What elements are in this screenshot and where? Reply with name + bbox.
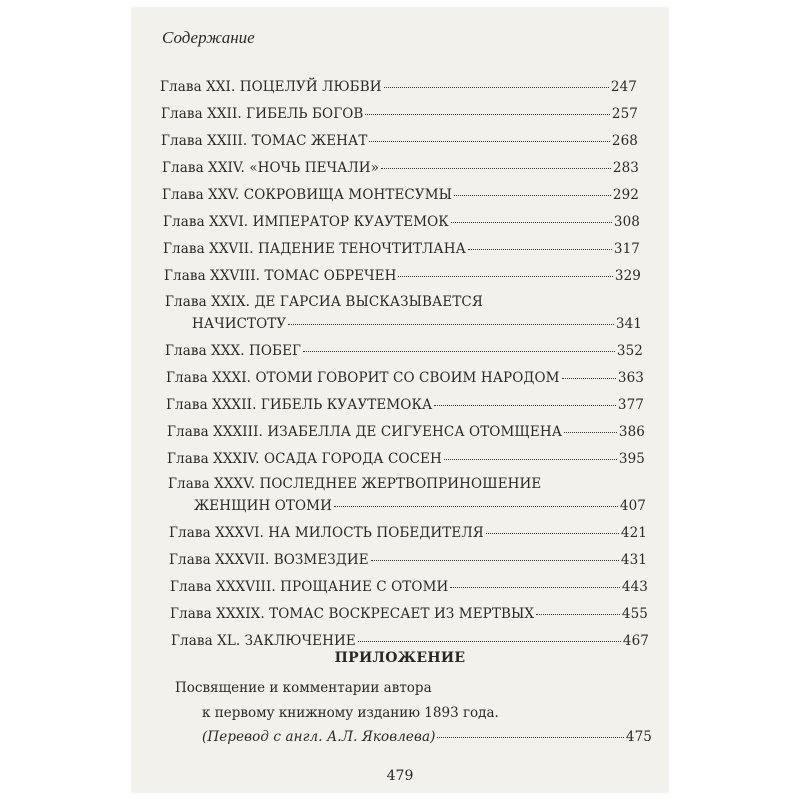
toc-entry-page: 407: [619, 498, 646, 514]
toc-entry-38: [170, 579, 648, 595]
dot-leader: [371, 560, 619, 561]
toc-entry-26: [163, 214, 640, 230]
dot-leader: [334, 506, 618, 507]
appendix-heading: ПРИЛОЖЕНИЕ: [334, 650, 466, 666]
dot-leader: [369, 141, 609, 142]
toc-entry-page: 341: [615, 316, 642, 332]
toc-entry-title: ЖЕНЩИН ОТОМИ: [194, 498, 332, 514]
page-number: 479: [386, 768, 414, 784]
dot-leader: [486, 533, 619, 534]
toc-entry-title: Глава XXVI. ИМПЕРАТОР КУАУТЕМОК: [163, 214, 449, 230]
toc-entry-page: 268: [611, 133, 638, 149]
appendix-line-1: Посвящение и комментарии автора: [175, 680, 432, 696]
toc-entry-21: [160, 79, 637, 95]
toc-entry-title: Глава XXXIV. ОСАДА ГОРОДА СОСЕН: [167, 451, 442, 467]
toc-entry-title: Глава XXI. ПОЦЕЛУЙ ЛЮБВИ: [160, 79, 382, 95]
toc-entry-title: Глава XXII. ГИБЕЛЬ БОГОВ: [161, 106, 364, 122]
toc-entry-33: [167, 424, 645, 440]
toc-entry-24: [162, 160, 639, 176]
toc-entry-page: 455: [621, 606, 648, 622]
dot-leader: [398, 276, 612, 277]
appendix-page: 475: [625, 729, 652, 745]
toc-entry-28: [164, 268, 641, 284]
toc-entry-37: [169, 552, 647, 568]
appendix-entry: [202, 729, 652, 745]
toc-entry-page: 443: [621, 579, 648, 595]
dot-leader: [358, 641, 621, 642]
dot-leader: [564, 432, 617, 433]
toc-entry-page: 363: [617, 370, 644, 386]
toc-entry-page: 421: [620, 525, 647, 541]
toc-entry-35: [168, 476, 646, 514]
toc-entry-36: [169, 525, 647, 541]
dot-leader: [288, 324, 614, 325]
toc-entry-page: 283: [612, 160, 639, 176]
toc-entry-page: 292: [612, 187, 639, 203]
dot-leader: [450, 587, 620, 588]
toc-entry-title: Глава XXXII. ГИБЕЛЬ КУАУТЕМОКА: [166, 397, 433, 413]
toc-entry-page: 247: [610, 79, 637, 95]
toc-entry-27: [163, 241, 640, 257]
appendix-translator-note: (Перевод с англ. А.Л. Яковлева): [202, 729, 436, 745]
toc-entry-title: Глава XXXIX. ТОМАС ВОСКРЕСАЕТ ИЗ МЕРТВЫХ: [170, 606, 535, 622]
toc-entry-title: НАЧИСТОТУ: [192, 316, 287, 332]
toc-entry-page: 467: [622, 633, 649, 649]
toc-entry-page: 257: [611, 106, 638, 122]
toc-entry-title: Глава XXIV. «НОЧЬ ПЕЧАЛИ»: [162, 160, 380, 176]
toc-entry-40: [171, 633, 649, 649]
appendix-line-2: к первому книжному изданию 1893 года.: [202, 705, 499, 721]
toc-entry-page: 308: [613, 214, 640, 230]
book-page: [132, 8, 668, 792]
toc-entry-25: [162, 187, 639, 203]
toc-entry-title: Глава XXX. ПОБЕГ: [165, 343, 302, 359]
running-header: Содержание: [162, 28, 255, 47]
toc-entry-title: Глава XL. ЗАКЛЮЧЕНИЕ: [171, 633, 356, 649]
dot-leader: [437, 737, 623, 738]
toc-entry-title: Глава XXV. СОКРОВИЩА МОНТЕСУМЫ: [162, 187, 453, 203]
dot-leader: [562, 378, 616, 379]
toc-entry-page: 377: [617, 397, 644, 413]
dot-leader: [365, 114, 609, 115]
toc-entry-title: Глава XXXIII. ИЗАБЕЛЛА ДЕ СИГУЕНСА ОТОМЩЕНА: [167, 424, 563, 440]
toc-entry-31: [166, 370, 644, 386]
toc-entry-34: [167, 451, 645, 467]
toc-entry-title: Глава XXXVII. ВОЗМЕЗДИЕ: [169, 552, 369, 568]
toc-entry-23: [161, 133, 638, 149]
toc-entry-32: [166, 397, 644, 413]
toc-entry-page: 386: [618, 424, 645, 440]
dot-leader: [536, 614, 620, 615]
toc-entry-title-line1: Глава XXIX. ДЕ ГАРСИА ВЫСКАЗЫВАЕТСЯ: [165, 294, 483, 310]
dot-leader: [434, 405, 616, 406]
toc-entry-39: [170, 606, 648, 622]
toc-entry-30: [165, 343, 643, 359]
toc-entry-page: 317: [613, 241, 640, 257]
toc-entry-title: Глава XXXI. ОТОМИ ГОВОРИТ СО СВОИМ НАРОДОМ: [166, 370, 560, 386]
toc-entry-title: Глава XXXVI. НА МИЛОСТЬ ПОБЕДИТЕЛЯ: [169, 525, 484, 541]
toc-entry-page: 431: [620, 552, 647, 568]
dot-leader: [454, 195, 611, 196]
dot-leader: [384, 87, 609, 88]
toc-entry-title: Глава XXXVIII. ПРОЩАНИЕ С ОТОМИ: [170, 579, 449, 595]
toc-entry-title-line1: Глава XXXV. ПОСЛЕДНЕЕ ЖЕРТВОПРИНОШЕНИЕ: [168, 476, 542, 492]
dot-leader: [451, 222, 612, 223]
toc-entry-page: 395: [618, 451, 645, 467]
toc-entry-29: [165, 294, 642, 332]
toc-entry-title: Глава XXIII. ТОМАС ЖЕНАТ: [161, 133, 368, 149]
dot-leader: [303, 351, 615, 352]
dot-leader: [468, 249, 612, 250]
toc-entry-22: [161, 106, 638, 122]
toc-entry-title: Глава XXVIII. ТОМАС ОБРЕЧЕН: [164, 268, 397, 284]
toc-entry-page: 352: [616, 343, 643, 359]
toc-entry-title: Глава XXVII. ПАДЕНИЕ ТЕНОЧТИТЛАНА: [163, 241, 466, 257]
toc-entry-page: 329: [614, 268, 641, 284]
dot-leader: [381, 168, 611, 169]
dot-leader: [444, 459, 617, 460]
